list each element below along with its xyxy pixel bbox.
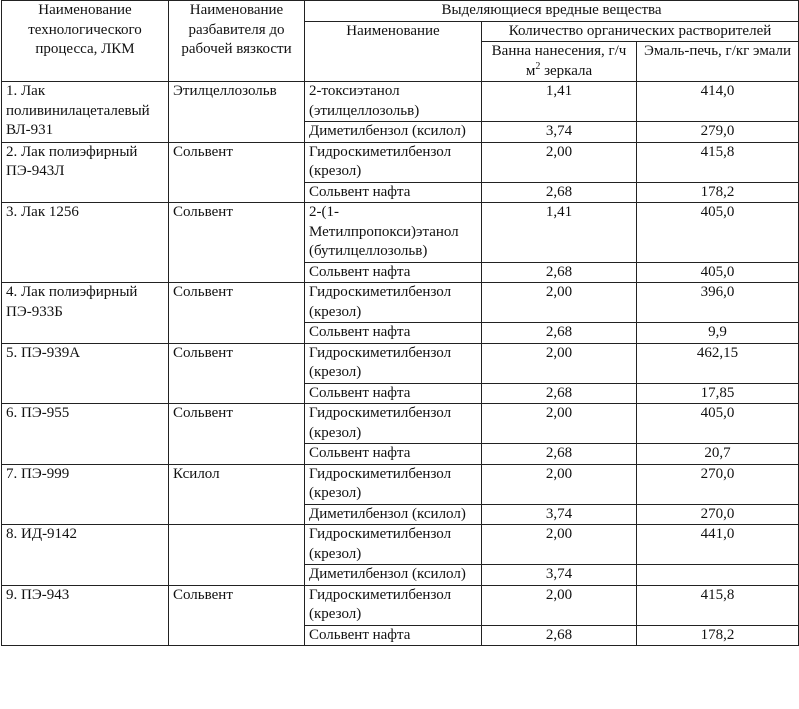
solvent-cell: Сольвент bbox=[169, 343, 305, 404]
substance-name-cell: Гидроскиметилбензол (крезол) bbox=[305, 585, 482, 625]
oven-value-cell: 17,85 bbox=[637, 383, 799, 404]
oven-value-cell: 462,15 bbox=[637, 343, 799, 383]
bath-value-cell: 2,68 bbox=[482, 262, 637, 283]
substance-name-cell: 2-(1-Метилпропокси)этанол (бутилцеллозольв) bbox=[305, 203, 482, 263]
solvent-cell: Сольвент bbox=[169, 142, 305, 203]
bath-value-cell: 1,41 bbox=[482, 203, 637, 263]
table-row bbox=[2, 525, 799, 565]
substance-name-cell: 2-токсиэтанол (этилцеллозольв) bbox=[305, 82, 482, 122]
table-row bbox=[2, 203, 799, 263]
header-bath bbox=[482, 42, 637, 82]
oven-value-cell bbox=[637, 565, 799, 586]
bath-value-cell: 2,68 bbox=[482, 444, 637, 465]
substance-name-cell: Диметилбензол (ксилол) bbox=[305, 504, 482, 525]
oven-value-cell: 405,0 bbox=[637, 404, 799, 444]
solvent-cell: Ксилол bbox=[169, 464, 305, 525]
header-process: Наименование технологического процесса, ЛКМ bbox=[2, 1, 169, 82]
table-row bbox=[2, 404, 799, 444]
substance-name-cell: Гидроскиметилбензол (крезол) bbox=[305, 283, 482, 323]
substance-name-cell: Диметилбензол (ксилол) bbox=[305, 565, 482, 586]
oven-value-cell: 178,2 bbox=[637, 182, 799, 203]
header-bath-text-end: зеркала bbox=[540, 62, 593, 79]
substance-name-cell: Сольвент нафта bbox=[305, 625, 482, 646]
oven-value-cell: 405,0 bbox=[637, 262, 799, 283]
process-name-cell: 2. Лак полиэфирный ПЭ-943Л bbox=[2, 142, 169, 203]
substance-name-cell: Гидроскиметилбензол (крезол) bbox=[305, 525, 482, 565]
bath-value-cell: 2,00 bbox=[482, 464, 637, 504]
process-name-cell: 8. ИД-9142 bbox=[2, 525, 169, 586]
oven-value-cell: 415,8 bbox=[637, 585, 799, 625]
substance-name-cell: Гидроскиметилбензол (крезол) bbox=[305, 142, 482, 182]
table-body bbox=[2, 82, 799, 646]
table-row bbox=[2, 585, 799, 625]
header-oven: Эмаль-печь, г/кг эмали bbox=[637, 42, 799, 82]
table-row bbox=[2, 283, 799, 323]
bath-value-cell: 2,68 bbox=[482, 383, 637, 404]
header-hazardous: Выделяющиеся вредные вещества bbox=[305, 1, 799, 22]
bath-value-cell: 2,00 bbox=[482, 525, 637, 565]
solvent-cell: Сольвент bbox=[169, 585, 305, 646]
substance-name-cell: Сольвент нафта bbox=[305, 262, 482, 283]
header-solvent: Наименование разбавителя до рабочей вязкости bbox=[169, 1, 305, 82]
bath-value-cell: 1,41 bbox=[482, 82, 637, 122]
oven-value-cell: 270,0 bbox=[637, 464, 799, 504]
table-row bbox=[2, 343, 799, 383]
bath-value-cell: 2,00 bbox=[482, 283, 637, 323]
bath-value-cell: 3,74 bbox=[482, 565, 637, 586]
oven-value-cell: 414,0 bbox=[637, 82, 799, 122]
bath-value-cell: 2,68 bbox=[482, 182, 637, 203]
header-bath-sup: 2 bbox=[535, 60, 541, 72]
process-name-cell: 1. Лак поливинилацеталевый ВЛ-931 bbox=[2, 82, 169, 143]
table-row bbox=[2, 464, 799, 504]
oven-value-cell: 9,9 bbox=[637, 323, 799, 344]
process-name-cell: 6. ПЭ-955 bbox=[2, 404, 169, 465]
process-name-cell: 9. ПЭ-943 bbox=[2, 585, 169, 646]
solvent-cell: Сольвент bbox=[169, 404, 305, 465]
solvent-cell bbox=[169, 525, 305, 586]
emissions-table bbox=[1, 0, 799, 646]
oven-value-cell: 279,0 bbox=[637, 122, 799, 143]
table-row bbox=[2, 82, 799, 122]
solvent-cell: Сольвент bbox=[169, 283, 305, 344]
substance-name-cell: Сольвент нафта bbox=[305, 444, 482, 465]
oven-value-cell: 415,8 bbox=[637, 142, 799, 182]
oven-value-cell: 270,0 bbox=[637, 504, 799, 525]
oven-value-cell: 396,0 bbox=[637, 283, 799, 323]
bath-value-cell: 3,74 bbox=[482, 504, 637, 525]
process-name-cell: 3. Лак 1256 bbox=[2, 203, 169, 283]
bath-value-cell: 3,74 bbox=[482, 122, 637, 143]
bath-value-cell: 2,00 bbox=[482, 585, 637, 625]
substance-name-cell: Гидроскиметилбензол (крезол) bbox=[305, 343, 482, 383]
oven-value-cell: 20,7 bbox=[637, 444, 799, 465]
oven-value-cell: 441,0 bbox=[637, 525, 799, 565]
table-header bbox=[2, 1, 799, 82]
bath-value-cell: 2,00 bbox=[482, 343, 637, 383]
substance-name-cell: Сольвент нафта bbox=[305, 383, 482, 404]
solvent-cell: Сольвент bbox=[169, 203, 305, 283]
header-quantity: Количество органических растворителей bbox=[482, 21, 799, 42]
oven-value-cell: 405,0 bbox=[637, 203, 799, 263]
substance-name-cell: Гидроскиметилбензол (крезол) bbox=[305, 464, 482, 504]
process-name-cell: 5. ПЭ-939А bbox=[2, 343, 169, 404]
bath-value-cell: 2,68 bbox=[482, 625, 637, 646]
solvent-cell: Этилцеллозольв bbox=[169, 82, 305, 143]
bath-value-cell: 2,00 bbox=[482, 142, 637, 182]
bath-value-cell: 2,68 bbox=[482, 323, 637, 344]
substance-name-cell: Диметилбензол (ксилол) bbox=[305, 122, 482, 143]
header-substance-name: Наименование bbox=[305, 21, 482, 82]
process-name-cell: 4. Лак полиэфирный ПЭ-933Б bbox=[2, 283, 169, 344]
table-row bbox=[2, 142, 799, 182]
substance-name-cell: Сольвент нафта bbox=[305, 323, 482, 344]
header-bath-text: Ванна нанесения, г/ч м bbox=[491, 43, 627, 79]
substance-name-cell: Сольвент нафта bbox=[305, 182, 482, 203]
oven-value-cell: 178,2 bbox=[637, 625, 799, 646]
substance-name-cell: Гидроскиметилбензол (крезол) bbox=[305, 404, 482, 444]
process-name-cell: 7. ПЭ-999 bbox=[2, 464, 169, 525]
bath-value-cell: 2,00 bbox=[482, 404, 637, 444]
